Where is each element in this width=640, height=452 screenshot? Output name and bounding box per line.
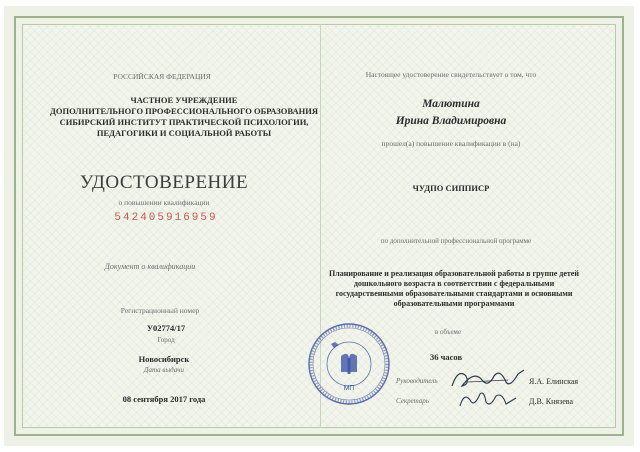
org-line-3: СИБИРСКИЙ ИНСТИТУТ ПРАКТИЧЕСКОЙ ПСИХОЛОГИИ, [59,117,309,127]
head-label: Руководитель [396,377,438,385]
volume-value: 36 часов [429,352,463,362]
stamp-mark: МП [343,385,355,392]
date-label: Дата выдачи [144,366,184,374]
country-label: РОССИЙСКАЯ ФЕДЕРАЦИЯ [113,72,211,81]
org-line-2: ДОПОЛНИТЕЛЬНОГО ПРОФЕССИОНАЛЬНОГО ОБРАЗОВАНИЯ [50,106,318,116]
org-line-1: ЧАСТНОЕ УЧРЕЖДЕНИЕ [130,95,238,105]
passed-text: прошел(а) повышение квалификации в (на) [381,139,521,148]
issue-date: 08 сентября 2017 года [122,394,206,404]
program-line-2: дошкольного возраста в соответствии с федеральными [353,279,555,288]
intro-text: Настоящее удостоверение свидетельствует о том, что [365,70,537,79]
secretary-signature [456,388,520,410]
document-type: Документ о квалификации [104,262,196,271]
program-label: по дополнительной профессиональной программе [380,237,532,245]
org-line-4: ПЕДАГОГИКИ И СОЦИАЛЬНОЙ РАБОТЫ [96,128,272,138]
program-line-3: государственными образовательными стандартами и основными [335,289,573,298]
registration-label: Регистрационный номер [120,306,200,315]
document-subtitle: о повышении квалификации [118,198,210,207]
official-stamp [307,322,391,406]
program-line-1: Планирование и реализация образовательной работы в группе детей [329,269,579,278]
recipient-surname: Малютина [422,98,480,110]
secretary-name: Д.В. Князева [529,397,574,406]
secretary-label: Секретарь [396,397,429,405]
registration-number: У02774/17 [146,323,186,333]
volume-label: в объеме [434,328,462,336]
recipient-given-names: Ирина Владимировна [395,115,507,127]
document-title: УДОСТОВЕРЕНИЕ [79,172,249,193]
city-label: Город [157,336,175,344]
program-line-4: образовательными программами [393,299,515,308]
city-value: Новосибирск [138,354,190,364]
serial-number: 542405916959 [114,212,218,224]
head-name: Я.А. Елинская [529,377,579,386]
institution-name: ЧУДПО СИППИСР [412,183,490,193]
